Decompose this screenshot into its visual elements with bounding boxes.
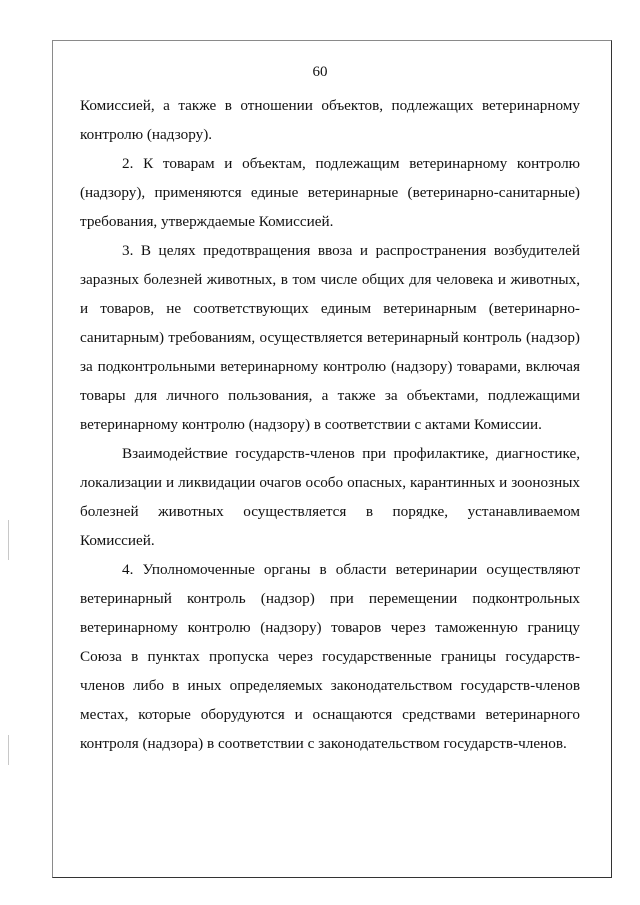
document-body — [80, 91, 580, 758]
paragraph-clause-2: 2. К товарам и объектам, подлежащим ветеринарному контролю (надзору), применяются единые ветеринарные (ветеринарно-санитарные) требования, утверждаемые Комиссией. — [80, 155, 580, 230]
scan-edge-mark — [8, 520, 9, 560]
paragraph-continuation: Комиссией, а также в отношении объектов, подлежащих ветеринарному контролю (надзору). — [80, 97, 580, 143]
paragraph-clause-3: 3. В целях предотвращения ввоза и распространения возбудителей заразных болезней животных, в том числе общих для человека и животных, и товаров, не соответствующих единым ветеринарным (ветеринарно-санитарным) требованиям, осуществляется ветеринарный контроль (надзор) за подконтрольными ветеринарному контролю (надзору) товарами, включая товары для личного пользования, а также за объектами, подлежащими ветеринарному контролю (надзору) в соответствии с актами Комиссии. — [80, 242, 580, 433]
page-number: 60 — [312, 64, 328, 80]
scan-edge-mark — [8, 735, 9, 765]
paragraph-interaction: Взаимодействие государств-членов при профилактике, диагностике, локализации и ликвидации очагов особо опасных, карантинных и зоонозных болезней животных осуществляется в порядке, устанавливаемом Комиссией. — [80, 445, 580, 549]
paragraph-clause-4: 4. Уполномоченные органы в области ветеринарии осуществляют ветеринарный контроль (надзор) при перемещении подконтрольных ветеринарному контролю (надзору) товаров через таможенную границу Союза в пунктах пропуска через государственные границы государств-членов либо в иных определяемых законодательством государств-членов местах, которые оборудуются и оснащаются средствами ветеринарного контроля (надзора) в соответствии с законодательством государств-членов. — [80, 561, 580, 752]
